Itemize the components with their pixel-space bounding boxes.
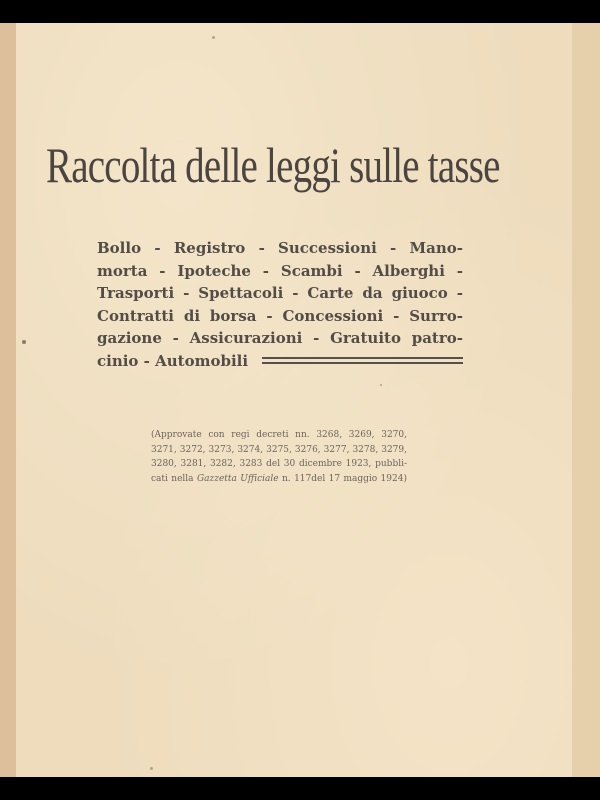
paper-speck xyxy=(212,36,215,39)
subjects-line-last xyxy=(97,350,463,373)
page-right-edge xyxy=(572,23,600,777)
document-title: Raccolta delle leggi sulle tasse xyxy=(46,137,500,193)
subjects-line: morta - Ipoteche - Scambi - Alberghi - xyxy=(97,261,463,280)
note-line: 3280, 3281, 3282, 3283 del 30 dicembre 1923, pubbli- xyxy=(151,459,407,469)
paper-speck xyxy=(150,767,153,770)
subjects-line: Trasporti - Spettacoli - Carte da giuoco - xyxy=(97,284,463,302)
note-line xyxy=(151,472,407,487)
gazzetta-ufficiale-italic: Gazzetta Ufficiale xyxy=(196,473,279,484)
note-text: cati nella xyxy=(151,473,194,484)
subjects-line-text: cinio - Automobili xyxy=(97,351,249,370)
document-page xyxy=(0,23,600,777)
subjects-list xyxy=(97,237,463,372)
note-text: n. 117del 17 maggio 1924) xyxy=(282,473,407,484)
approval-note xyxy=(151,428,407,486)
paper-speck xyxy=(380,384,382,386)
subjects-line: Bollo - Registro - Successioni - Mano- xyxy=(97,239,463,257)
page-left-edge xyxy=(0,23,16,777)
subjects-line: gazione - Assicurazioni - Gratuito patro- xyxy=(97,329,463,347)
subjects-line: Contratti di borsa - Concessioni - Surro- xyxy=(97,306,463,325)
paper-speck xyxy=(22,340,26,344)
note-line: (Approvate con regi decreti nn. 3268, 3269, 3270, xyxy=(151,430,407,440)
double-rule-divider xyxy=(262,357,463,364)
note-line: 3271, 3272, 3273, 3274, 3275, 3276, 3277, 3278, 3279, xyxy=(151,444,407,455)
